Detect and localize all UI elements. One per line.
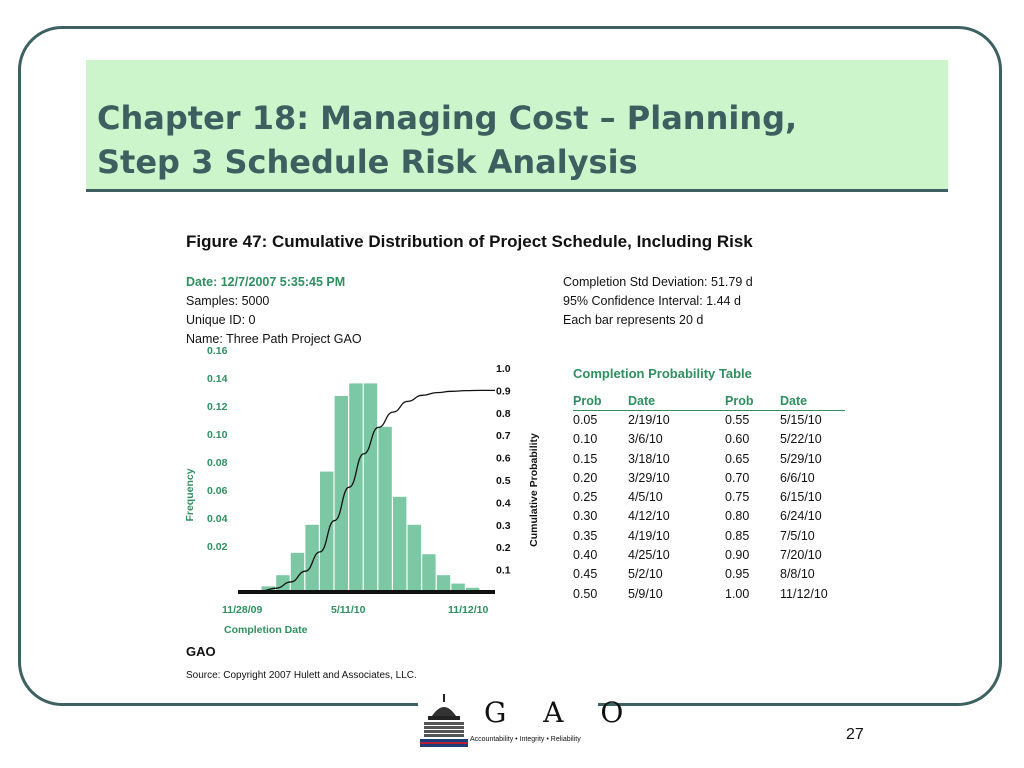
- x-tick-label: 5/11/10: [331, 604, 366, 616]
- table-row: [573, 488, 845, 507]
- table-cell: 0.25: [573, 490, 598, 505]
- x-tick-label: 11/28/09: [222, 604, 263, 616]
- table-row: [573, 546, 845, 565]
- x-axis-ticks: [222, 604, 488, 616]
- histogram-bar: [437, 575, 450, 592]
- y2-tick-label: 0.9: [496, 385, 511, 398]
- table-row: [573, 565, 845, 584]
- histogram-bar: [393, 497, 406, 592]
- table-cell: 5/2/10: [628, 567, 663, 582]
- probability-table: [573, 394, 845, 604]
- table-cell: 5/15/10: [780, 413, 822, 427]
- table-cell: 0.70: [725, 470, 750, 485]
- y-axis-label: Frequency: [184, 468, 196, 522]
- header-prob: Prob: [573, 394, 628, 411]
- table-cell: 0.20: [573, 470, 598, 485]
- probability-table-body: [573, 411, 845, 604]
- histogram-bar: [305, 525, 318, 592]
- histogram-bar: [349, 383, 362, 592]
- y-tick-label: 0.04: [207, 513, 228, 525]
- table-cell: 1.00: [725, 586, 750, 601]
- table-row: [573, 585, 845, 604]
- table-cell: 0.10: [573, 432, 598, 447]
- table-cell: 0.60: [725, 432, 750, 447]
- table-cell: 0.45: [573, 567, 598, 582]
- distribution-chart: [180, 345, 560, 640]
- table-cell: 6/24/10: [780, 509, 822, 524]
- table-row: [573, 430, 845, 449]
- slide-title-line2: Step 3 Schedule Risk Analysis: [97, 143, 638, 181]
- table-cell: 3/18/10: [628, 451, 670, 466]
- source-org: GAO: [186, 644, 216, 659]
- y-tick-label: 0.12: [207, 401, 228, 413]
- slide-title-line1: Chapter 18: Managing Cost – Planning,: [97, 99, 798, 137]
- histogram-bar: [320, 472, 333, 592]
- table-row: [573, 411, 845, 431]
- y2-axis-ticks: [496, 363, 511, 577]
- table-cell: 7/5/10: [780, 528, 815, 543]
- table-cell: 0.55: [725, 413, 750, 427]
- table-cell: 6/15/10: [780, 490, 822, 505]
- table-cell: 0.65: [725, 451, 750, 466]
- table-cell: 6/6/10: [780, 470, 815, 485]
- y2-tick-label: 0.8: [496, 407, 511, 420]
- table-row: [573, 469, 845, 488]
- meta-unique-id: Unique ID: 0: [186, 313, 256, 327]
- histogram-bar: [364, 383, 377, 592]
- y-tick-label: 0.16: [207, 345, 228, 357]
- table-cell: 4/19/10: [628, 528, 670, 543]
- table-cell: 4/5/10: [628, 490, 663, 505]
- y-tick-label: 0.14: [207, 373, 228, 385]
- table-cell: 11/12/10: [780, 586, 828, 601]
- stat-bar-width: Each bar represents 20 d: [563, 313, 704, 327]
- header-date: Date: [780, 394, 845, 411]
- table-cell: 2/19/10: [628, 413, 670, 427]
- histogram-bar: [276, 575, 289, 592]
- meta-samples: Samples: 5000: [186, 294, 270, 308]
- y-tick-label: 0.06: [207, 485, 228, 497]
- source-note: Source: Copyright 2007 Hulett and Associates, LLC.: [186, 670, 417, 681]
- title-divider: [86, 189, 948, 192]
- table-cell: 0.85: [725, 528, 750, 543]
- stat-std-deviation: Completion Std Deviation: 51.79 d: [563, 275, 753, 289]
- y2-tick-label: 0.1: [496, 564, 511, 577]
- y-tick-label: 0.02: [207, 541, 228, 553]
- table-cell: 0.50: [573, 586, 598, 601]
- table-cell: 3/29/10: [628, 470, 670, 485]
- table-cell: 7/20/10: [780, 548, 822, 563]
- y-axis-ticks: [207, 345, 228, 553]
- table-cell: 0.75: [725, 490, 750, 505]
- table-row: [573, 507, 845, 526]
- histogram-bar: [408, 525, 421, 592]
- table-cell: 0.05: [573, 413, 598, 427]
- y2-tick-label: 0.7: [496, 430, 511, 443]
- histogram-bar: [335, 396, 348, 592]
- table-cell: 0.90: [725, 548, 750, 563]
- y2-tick-label: 0.5: [496, 475, 511, 487]
- histogram-bar: [378, 427, 391, 592]
- gao-logo: [418, 692, 638, 752]
- header-prob: Prob: [725, 394, 780, 411]
- x-tick-label: 11/12/10: [448, 604, 489, 616]
- y-tick-label: 0.08: [207, 457, 228, 469]
- meta-name: Name: Three Path Project GAO: [186, 332, 362, 346]
- table-cell: 0.30: [573, 509, 598, 524]
- table-row: [573, 527, 845, 546]
- simulation-meta: [186, 273, 362, 349]
- table-cell: 0.40: [573, 548, 598, 563]
- logo-letters: G A O: [484, 696, 638, 729]
- table-row: [573, 450, 845, 469]
- y2-tick-label: 0.2: [496, 542, 511, 555]
- figure-title: Figure 47: Cumulative Distribution of Project Schedule, Including Risk: [186, 232, 753, 251]
- histogram-bars: [238, 383, 495, 592]
- y-tick-label: 0.10: [207, 429, 228, 441]
- y2-tick-label: 0.6: [496, 452, 511, 465]
- table-header-row: [573, 394, 845, 411]
- stat-confidence-interval: 95% Confidence Interval: 1.44 d: [563, 294, 741, 308]
- meta-date: Date: 12/7/2007 5:35:45 PM: [186, 275, 346, 289]
- slide-title: [97, 96, 797, 184]
- page-number: 27: [846, 726, 864, 743]
- logo-tagline: Accountability • Integrity • Reliability: [470, 736, 581, 743]
- y2-tick-label: 1.0: [496, 363, 511, 375]
- y2-axis-label: Cumulative Probability: [528, 433, 540, 547]
- table-cell: 0.95: [725, 567, 750, 582]
- table-cell: 5/9/10: [628, 586, 663, 601]
- y2-tick-label: 0.4: [496, 497, 511, 510]
- table-cell: 4/25/10: [628, 548, 670, 563]
- histogram-bar: [422, 554, 435, 592]
- table-cell: 4/12/10: [628, 509, 670, 524]
- table-cell: 0.15: [573, 451, 598, 466]
- table-cell: 5/22/10: [780, 432, 822, 447]
- probability-table-title: Completion Probability Table: [573, 366, 752, 381]
- capitol-icon: [418, 692, 474, 750]
- y2-tick-label: 0.3: [496, 519, 511, 532]
- table-cell: 8/8/10: [780, 567, 815, 582]
- header-date: Date: [628, 394, 725, 411]
- x-axis-label: Completion Date: [224, 624, 308, 636]
- completion-stats: [563, 273, 753, 330]
- table-cell: 0.80: [725, 509, 750, 524]
- table-cell: 0.35: [573, 528, 598, 543]
- table-cell: 3/6/10: [628, 432, 663, 447]
- table-cell: 5/29/10: [780, 451, 822, 466]
